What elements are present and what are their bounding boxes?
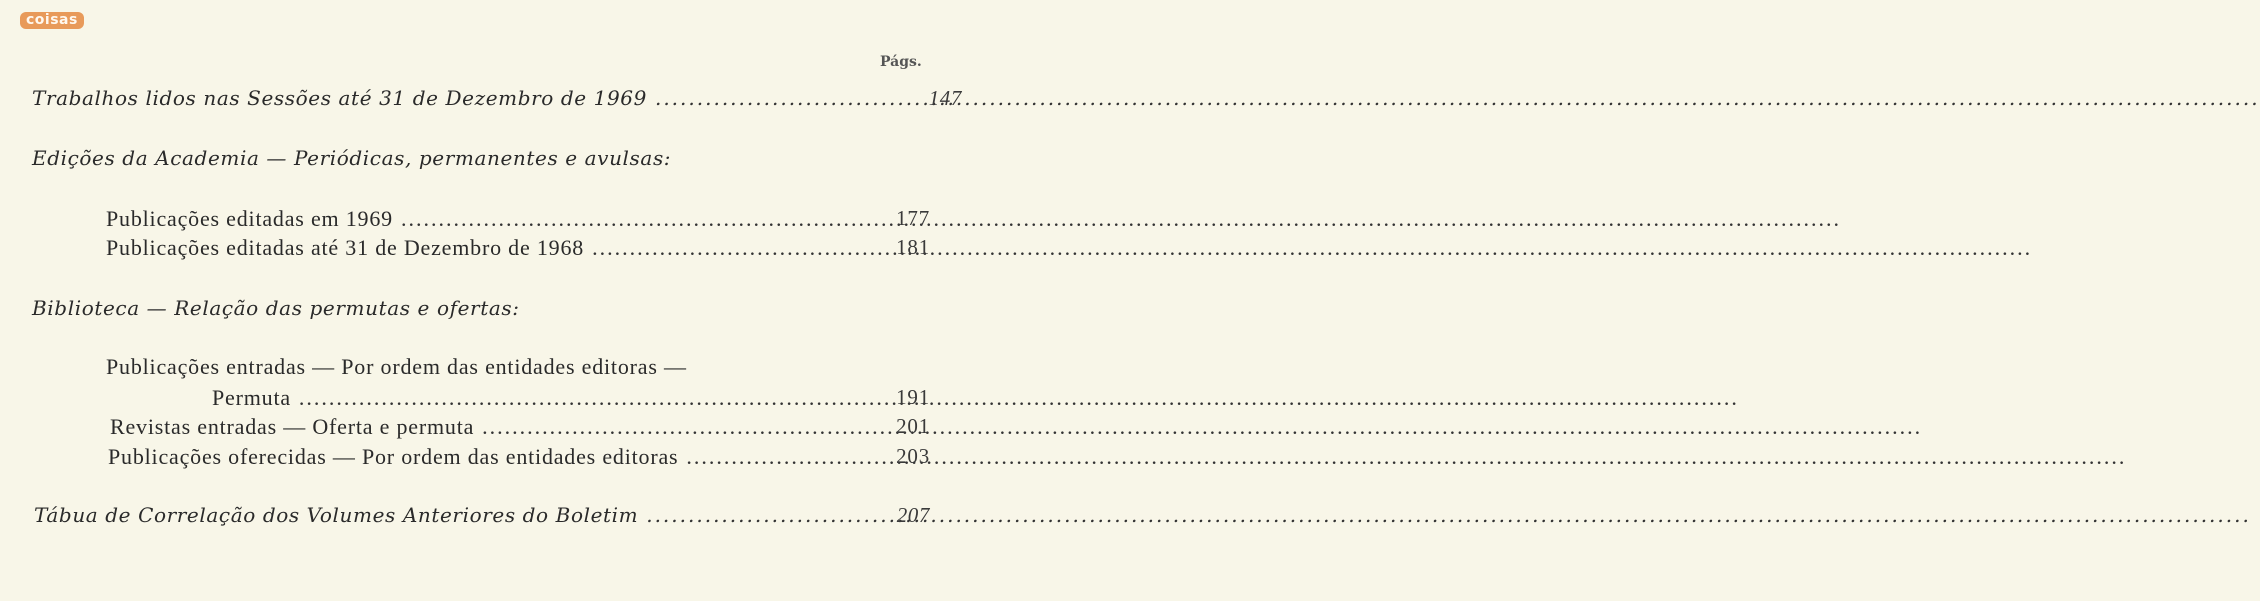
toc-entry-pub-1968	[106, 235, 930, 261]
toc-entry-label: Trabalhos lidos nas Sessões até 31 de Dezembro de 1969	[32, 86, 647, 110]
watermark-logo: coisas	[20, 12, 84, 29]
toc-leader-dots	[299, 385, 1739, 411]
toc-entry-label: Publicações editadas até 31 de Dezembro de 1968	[106, 235, 585, 260]
toc-page-number: 207	[896, 503, 930, 527]
toc-entry-label: Publicações oferecidas — Por ordem das entidades editoras	[108, 444, 679, 469]
toc-entry-permuta	[212, 385, 930, 411]
toc-entry-label: Publicações editadas em 1969	[106, 206, 393, 231]
section-heading-edicoes: Edições da Academia — Periódicas, permanentes e avulsas:	[32, 146, 672, 170]
toc-page-number: 177	[896, 206, 930, 230]
toc-entry-pub-entradas-line1: Publicações entradas — Por ordem das entidades editoras —	[106, 354, 687, 379]
pages-column-header: Págs.	[880, 54, 922, 70]
toc-leader-dots	[592, 235, 2032, 261]
toc-page-number: 201	[896, 414, 930, 438]
toc-entry-oferecidas	[108, 444, 930, 470]
toc-entry-label: Revistas entradas — Oferta e permuta	[110, 414, 475, 439]
toc-leader-dots	[401, 206, 1841, 232]
toc-page-number: 181	[896, 235, 930, 259]
toc-entry-revistas	[110, 414, 930, 440]
toc-entry-label: Tábua de Correlação dos Volumes Anteriores do Boletim	[34, 503, 639, 527]
toc-entry-pub-1969	[106, 206, 930, 232]
toc-page-number: 147	[928, 86, 962, 110]
toc-leader-dots	[482, 414, 1922, 440]
toc-entry-tabua	[34, 503, 930, 527]
section-heading-biblioteca: Biblioteca — Relação das permutas e ofertas:	[32, 296, 520, 320]
toc-entry-trabalhos	[32, 86, 962, 110]
toc-page-number: 203	[896, 444, 930, 468]
toc-entry-label: Permuta	[212, 385, 291, 410]
toc-page-number: 191	[896, 385, 930, 409]
